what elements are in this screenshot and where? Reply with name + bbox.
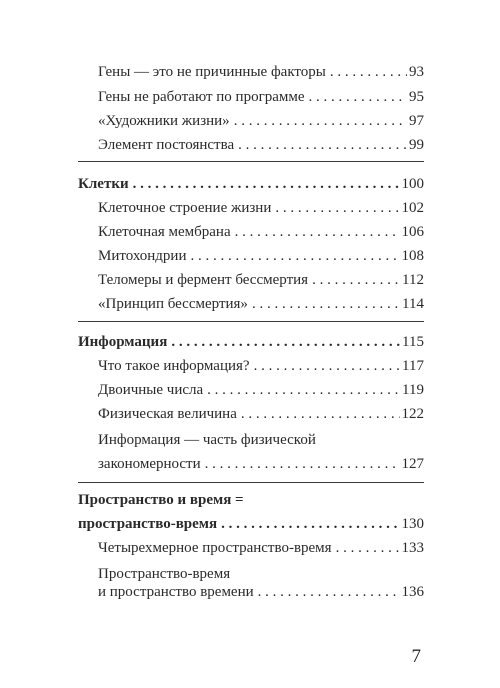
toc-entry-title: Двоичные числа	[98, 382, 204, 398]
toc-entry[interactable]	[98, 112, 424, 130]
toc-entry-title-line2: закономерности	[98, 456, 201, 472]
toc-entry[interactable]	[98, 88, 424, 106]
toc-entry-title: Клеточное строение жизни	[98, 200, 272, 216]
toc-entry[interactable]	[98, 405, 424, 423]
toc-entry-page: 106	[401, 224, 424, 240]
toc-entry[interactable]	[98, 539, 424, 557]
toc-entry-page: 93	[409, 64, 424, 80]
section-divider	[78, 482, 424, 483]
toc-entry-title: «Принцип бессмертия»	[98, 296, 248, 312]
toc-entry-page: 114	[402, 296, 424, 312]
toc-entry-title: «Художники жизни»	[98, 113, 230, 129]
toc-entry-page: 136	[401, 584, 424, 600]
toc-section-title-line1[interactable]: Пространство и время =	[78, 492, 244, 508]
dot-leader	[171, 333, 400, 351]
dot-leader	[234, 112, 407, 130]
toc-section-title-line2: пространство-время	[78, 516, 218, 532]
toc-entry-title: Теломеры и фермент бессмертия	[98, 272, 309, 288]
toc-section-entry[interactable]	[78, 515, 424, 533]
dot-leader	[309, 88, 407, 106]
toc-entry-page: 112	[402, 272, 424, 288]
dot-leader	[275, 199, 399, 217]
toc-entry-title: Клеточная мембрана	[98, 224, 231, 240]
dot-leader	[330, 63, 407, 81]
toc-entry-title: Митохондрии	[98, 248, 187, 264]
dot-leader	[252, 295, 400, 313]
toc-entry-page: 100	[401, 176, 424, 192]
dot-leader	[312, 271, 400, 289]
dot-leader	[258, 583, 400, 601]
toc-entry[interactable]	[98, 63, 424, 81]
toc-entry-title-line1[interactable]: Информация — часть физической	[98, 432, 316, 448]
toc-entry-title-line2: и пространство времени	[98, 584, 254, 600]
toc-entry[interactable]	[98, 357, 424, 375]
toc-entry[interactable]	[98, 136, 424, 154]
toc-section-entry[interactable]	[78, 175, 424, 193]
dot-leader	[133, 175, 400, 193]
dot-leader	[207, 381, 400, 399]
toc-entry-page: 102	[401, 200, 424, 216]
toc-entry-page: 122	[401, 406, 424, 422]
toc-entry-page: 108	[401, 248, 424, 264]
toc-entry-page: 97	[409, 113, 424, 129]
dot-leader	[191, 247, 400, 265]
toc-entry[interactable]	[98, 295, 424, 313]
dot-leader	[241, 405, 400, 423]
toc-entry-title: Что такое информация?	[98, 358, 250, 374]
dot-leader	[205, 455, 400, 473]
dot-leader	[235, 223, 400, 241]
toc-entry[interactable]	[98, 381, 424, 399]
toc-entry[interactable]	[98, 223, 424, 241]
dot-leader	[254, 357, 400, 375]
toc-entry-page: 119	[402, 382, 424, 398]
toc-entry[interactable]	[98, 583, 424, 601]
toc-entry-page: 127	[401, 456, 424, 472]
toc-entry-page: 130	[401, 516, 424, 532]
toc-section-title: Клетки	[78, 176, 129, 192]
toc-entry-page: 99	[409, 137, 424, 153]
dot-leader	[336, 539, 400, 557]
toc-entry-title: Физическая величина	[98, 406, 237, 422]
toc-entry-page: 133	[401, 540, 424, 556]
toc-entry-title: Четырехмерное пространство-время	[98, 540, 332, 556]
toc-entry-title: Гены — это не причинные факторы	[98, 64, 326, 80]
toc-entry[interactable]	[98, 455, 424, 473]
toc-entry[interactable]	[98, 247, 424, 265]
toc-entry-title-line1[interactable]: Пространство-время	[98, 566, 231, 582]
dot-leader	[238, 136, 407, 154]
toc-entry-title: Элемент постоянства	[98, 137, 235, 153]
toc-entry-title: Гены не работают по программе	[98, 89, 305, 105]
section-divider	[78, 321, 424, 322]
toc-entry-page: 95	[409, 89, 424, 105]
toc-section-entry[interactable]	[78, 333, 424, 351]
section-divider	[78, 161, 424, 162]
toc-entry[interactable]	[98, 199, 424, 217]
toc-entry[interactable]	[98, 271, 424, 289]
toc-entry-page: 117	[402, 358, 424, 374]
toc-section-title: Информация	[78, 334, 168, 350]
toc-entry-page: 115	[402, 334, 424, 350]
page-number: 7	[411, 646, 421, 667]
dot-leader	[221, 515, 399, 533]
